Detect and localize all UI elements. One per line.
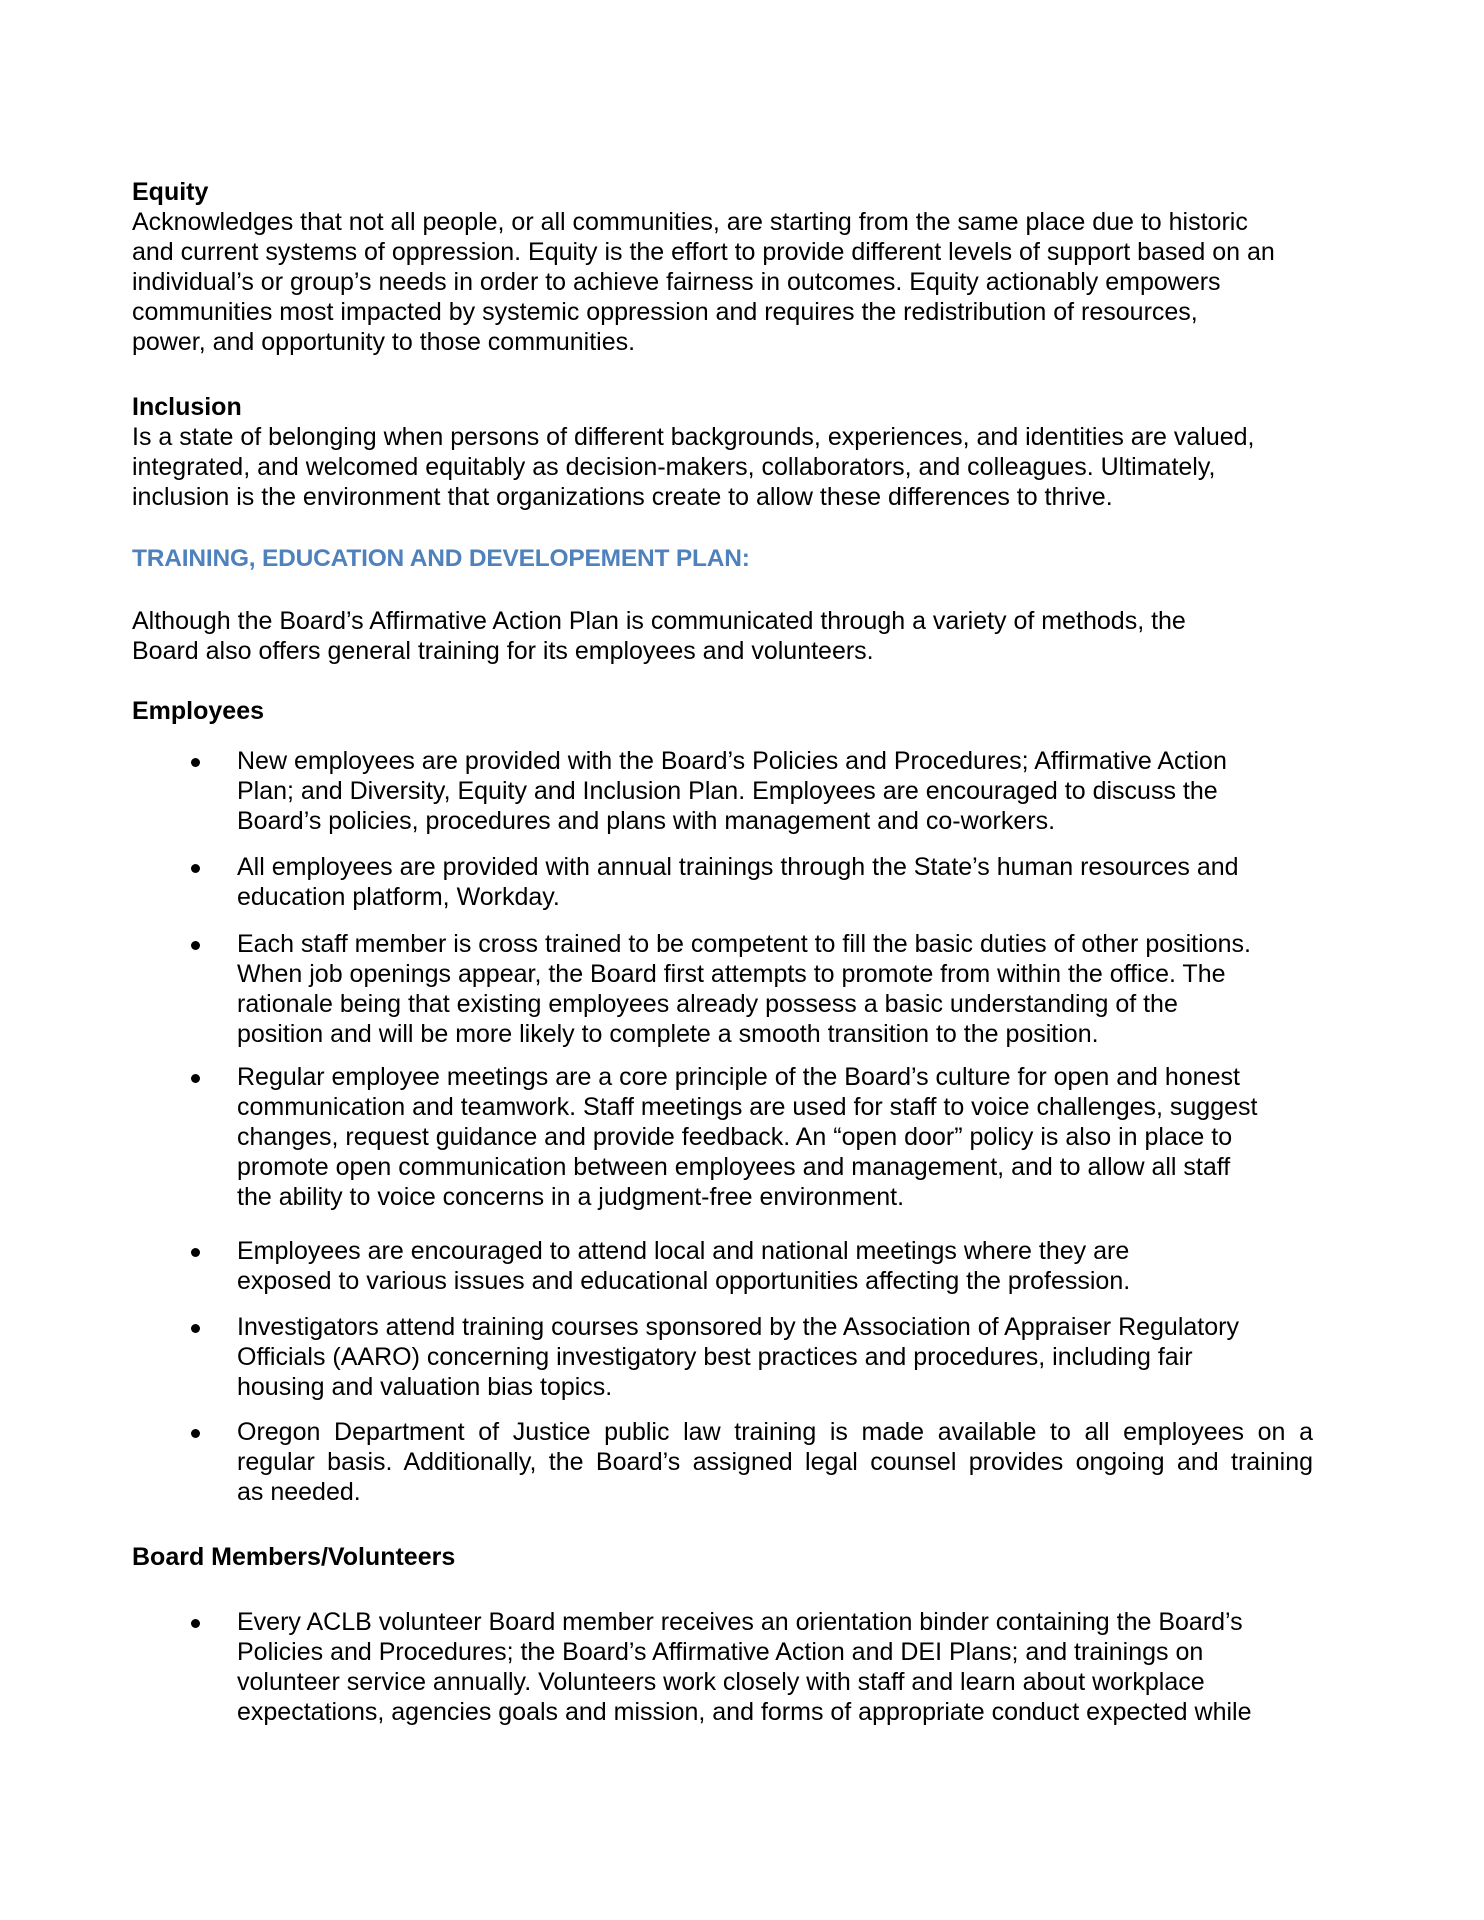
list-item-line: Plan; and Diversity, Equity and Inclusion Plan. Employees are encouraged to discuss the — [237, 777, 1218, 805]
list-item-line: housing and valuation bias topics. — [237, 1373, 613, 1401]
list-item-line: as needed. — [237, 1478, 361, 1506]
equity-text-line: power, and opportunity to those communities. — [132, 328, 636, 356]
list-item-line: regular basis. Additionally, the Board’s assigned legal counsel provides ongoing and training — [237, 1448, 1313, 1476]
bullet-icon — [191, 758, 200, 767]
list-item-line: Each staff member is cross trained to be competent to fill the basic duties of other positions. — [237, 930, 1251, 958]
list-item-line: Employees are encouraged to attend local and national meetings where they are — [237, 1237, 1130, 1265]
bullet-icon — [191, 1074, 200, 1083]
list-item-line: When job openings appear, the Board first attempts to promote from within the office. The — [237, 960, 1226, 988]
bullet-icon — [191, 1429, 200, 1438]
list-item-line: exposed to various issues and educational opportunities affecting the profession. — [237, 1267, 1131, 1295]
list-item-line: education platform, Workday. — [237, 883, 560, 911]
equity-section — [132, 177, 1362, 357]
equity-text-line: Acknowledges that not all people, or all communities, are starting from the same place due to historic — [132, 208, 1248, 236]
inclusion-section — [132, 392, 1362, 512]
list-item-line: communication and teamwork. Staff meetings are used for staff to voice challenges, suggest — [237, 1093, 1258, 1121]
list-item-line: Regular employee meetings are a core principle of the Board’s culture for open and honest — [237, 1063, 1240, 1091]
bullet-icon — [191, 1619, 200, 1628]
inclusion-text-line: integrated, and welcomed equitably as decision-makers, collaborators, and colleagues. Ultimately, — [132, 453, 1216, 481]
bullet-icon — [191, 864, 200, 873]
equity-text-line: and current systems of oppression. Equity is the effort to provide different levels of support based on an — [132, 238, 1275, 266]
bullet-icon — [191, 1324, 200, 1333]
training-intro — [132, 606, 1362, 666]
list-item-line: Policies and Procedures; the Board’s Affirmative Action and DEI Plans; and trainings on — [237, 1638, 1204, 1666]
training-intro-line: Board also offers general training for its employees and volunteers. — [132, 637, 874, 665]
employees-heading: Employees — [132, 697, 265, 725]
list-item-line: promote open communication between employees and management, and to allow all staff — [237, 1153, 1231, 1181]
inclusion-text-line: inclusion is the environment that organizations create to allow these differences to thrive. — [132, 483, 1113, 511]
list-item-line: position and will be more likely to complete a smooth transition to the position. — [237, 1020, 1099, 1048]
bullet-icon — [191, 1248, 200, 1257]
list-item-line: Oregon Department of Justice public law training is made available to all employees on a — [237, 1418, 1313, 1446]
equity-heading: Equity — [132, 178, 209, 206]
list-item-line: All employees are provided with annual trainings through the State’s human resources and — [237, 853, 1239, 881]
list-item-line: New employees are provided with the Board’s Policies and Procedures; Affirmative Action — [237, 747, 1227, 775]
board-members-section — [132, 1542, 1362, 1572]
list-item-line: expectations, agencies goals and mission, and forms of appropriate conduct expected while — [237, 1698, 1252, 1726]
bullet-icon — [191, 941, 200, 950]
inclusion-heading: Inclusion — [132, 393, 242, 421]
training-intro-line: Although the Board’s Affirmative Action Plan is communicated through a variety of methods, the — [132, 607, 1186, 635]
board-members-heading: Board Members/Volunteers — [132, 1543, 456, 1571]
equity-text-line: communities most impacted by systemic oppression and requires the redistribution of resources, — [132, 298, 1198, 326]
list-item-line: Officials (AARO) concerning investigatory best practices and procedures, including fair — [237, 1343, 1193, 1371]
list-item-line: volunteer service annually. Volunteers work closely with staff and learn about workplace — [237, 1668, 1205, 1696]
list-item-line: Investigators attend training courses sponsored by the Association of Appraiser Regulatory — [237, 1313, 1239, 1341]
list-item-line: Board’s policies, procedures and plans with management and co-workers. — [237, 807, 1056, 835]
inclusion-text-line: Is a state of belonging when persons of different backgrounds, experiences, and identities are valued, — [132, 423, 1255, 451]
equity-text-line: individual’s or group’s needs in order to achieve fairness in outcomes. Equity actionably empowers — [132, 268, 1221, 296]
list-item-line: rationale being that existing employees already possess a basic understanding of the — [237, 990, 1178, 1018]
list-item-line: changes, request guidance and provide feedback. An “open door” policy is also in place to — [237, 1123, 1233, 1151]
training-section — [132, 544, 1362, 574]
training-heading: TRAINING, EDUCATION AND DEVELOPEMENT PLAN: — [132, 545, 750, 572]
list-item-line: Every ACLB volunteer Board member receives an orientation binder containing the Board’s — [237, 1608, 1243, 1636]
employees-section — [132, 696, 1362, 726]
list-item-line: the ability to voice concerns in a judgment-free environment. — [237, 1183, 905, 1211]
